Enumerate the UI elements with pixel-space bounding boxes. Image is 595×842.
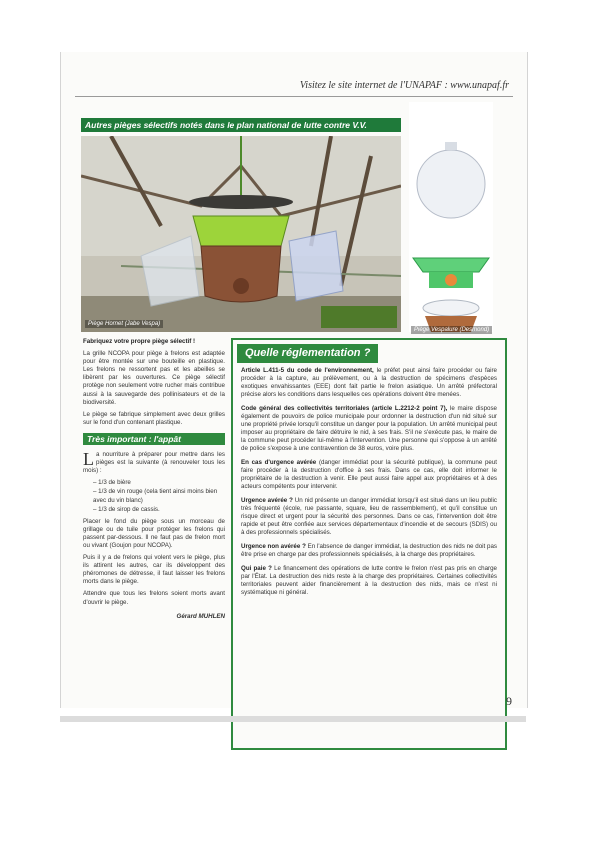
regulation-lead: Article L.411-5 du code de l'environnement, — [241, 367, 374, 374]
page-number: 9 — [506, 694, 512, 708]
header-rule — [75, 96, 513, 97]
bait-paragraph-4: Puis il y a de frelons qui volent vers le piège, plus ils attirent les autres, car ils développent des phéromones de détresse, il faut laisser les frelons morts dans le piège. — [83, 554, 225, 586]
site-url-line: Visitez le site internet de l'UNAPAF : www.unapaf.fr — [299, 80, 509, 91]
trap-dome-illustration — [409, 102, 493, 332]
bait-dropcap: L — [83, 449, 94, 470]
regulation-text: Un nid présente un danger immédiat lorsqu'il est situé dans un lieu public très fréquenté (école, rue passante, square, lieu de rassemblement), et qu'il constitue un risque direct et urgent pour la sécurité des personnes. Dans ce cas, l'intervention doit être rapide et peut être confiée aux services départementaux d'incendie et de secours (SDIS) ou à des professionnels spécialisés. — [241, 497, 497, 536]
left-column — [83, 338, 225, 621]
regulation-text: le préfet peut ainsi faire procéder ou faire procéder à la capture, au prélèvement, ou à la destruction de spécimens d'espèces exotiques envahissantes (EEE) dont fait partie le frelon asiatique. Un arrêté préfectoral précise alors les conditions dans lesquelles ces opérations doivent être menées. — [241, 367, 497, 398]
regulation-paragraph — [241, 367, 497, 399]
photo-banner: Autres pièges sélectifs notés dans le plan national de lutte contre V.V. — [81, 118, 401, 132]
recipe-item: – 1/3 de vin rouge (cela tient ainsi moins bien avec du vin blanc) — [93, 488, 218, 504]
regulation-text: (danger immédiat pour la sécurité publique), la commune peut faire procéder à la destruction d'office à ses frais. Dans ce cas, elle doit informer le propriétaire de la destruction à venir. Elle peut aussi faire appel aux propriétaires et à des acteurs compétents pour intervenir. — [241, 459, 497, 490]
side-photo-caption: Piège Vespalure (Desmond) — [411, 326, 492, 334]
bait-intro — [83, 451, 225, 475]
recipe-item: – 1/3 de sirop de cassis. — [93, 505, 160, 513]
bait-paragraph-5: Attendre que tous les frelons soient morts avant d'ouvrir le piège. — [83, 590, 225, 606]
regulation-title: Quelle réglementation ? — [237, 344, 378, 363]
regulation-paragraph — [241, 459, 497, 491]
regulation-body — [233, 367, 505, 597]
recipe-item: – 1/3 de bière — [93, 479, 131, 487]
bait-heading: Très important : l'appât — [83, 433, 225, 445]
regulation-box — [231, 338, 507, 750]
trap-hanging-illustration — [81, 136, 401, 332]
hornet-trap-photo — [81, 136, 401, 332]
author-signature: Gérard MUHLEN — [176, 612, 225, 620]
regulation-text: le maire dispose également de pouvoirs de police municipale pour ordonner la destruction d'un nid situé sur une propriété privée lorsqu'il constitue un danger pour la population. Un arrêté municipal peut imposer au propriétaire de faire détruire le nid, à ses frais. S'il ne s'exécute pas, le maire de la commune peut procéder lui-même à l'intervention. Une personne qui s'oppose à un arrêté de police s'expose à une contravention de 38 euros, voire plus. — [241, 405, 497, 452]
regulation-lead: Urgence avérée ? — [241, 497, 293, 504]
regulation-lead: Qui paie ? — [241, 565, 272, 572]
regulation-paragraph — [241, 565, 497, 597]
regulation-lead: Code général des collectivités territoriales (article L.2212-2 point 7), — [241, 405, 448, 412]
vespalure-trap-photo — [409, 102, 493, 332]
diy-paragraph-2: Le piège se fabrique simplement avec deux grilles sur le fond d'un contenant plastique. — [83, 410, 225, 426]
magazine-page — [60, 52, 528, 708]
regulation-paragraph — [241, 497, 497, 537]
bait-recipe-list — [83, 479, 225, 513]
bait-paragraph-3: Placer le fond du piège sous un morceau de grillage ou de tuile pour protéger les frelons qui passent par-dessous. Il ne faut pas de frelon mort ou vivant (Goujon pour NCOPA). — [83, 517, 225, 549]
diy-paragraph-1: La grille NCOPA pour piège à frelons est adaptée pour être montée sur une bouteille en plastique. Les frelons ne ressortent pas et les abeilles se libèrent par les ouvertures. Ce piège sélectif protège non seulement votre rucher mais contribue aussi à la sauvegarde des pollinisateurs et de la biodiversité. — [83, 350, 225, 406]
regulation-paragraph — [241, 543, 497, 559]
regulation-lead: En cas d'urgence avérée — [241, 459, 317, 466]
regulation-text: Le financement des opérations de lutte contre le frelon n'est pas pris en charge par l'État. La destruction des nids reste à la charge des propriétaires. Certaines collectivités territoriales peuvent aider financièrement à la destruction des nids, mais ce n'est ni systématique ni général. — [241, 565, 497, 596]
regulation-paragraph — [241, 405, 497, 453]
page-bottom-strip — [60, 716, 526, 722]
regulation-lead: Urgence non avérée ? — [241, 543, 306, 550]
diy-trap-subhead: Fabriquez votre propre piège sélectif ! — [83, 338, 196, 345]
regulation-text: En l'absence de danger immédiat, la destruction des nids ne doit pas être prise en charge par des professionnels spécialisés, à la charge des propriétaires. — [241, 543, 498, 558]
bait-intro-text: a nourriture à préparer pour mettre dans les pièges est la suivante (à renouveler tous les mois) : — [83, 451, 225, 475]
main-photo-caption: Piège Hornet (Jabe Vespa) — [85, 320, 163, 328]
